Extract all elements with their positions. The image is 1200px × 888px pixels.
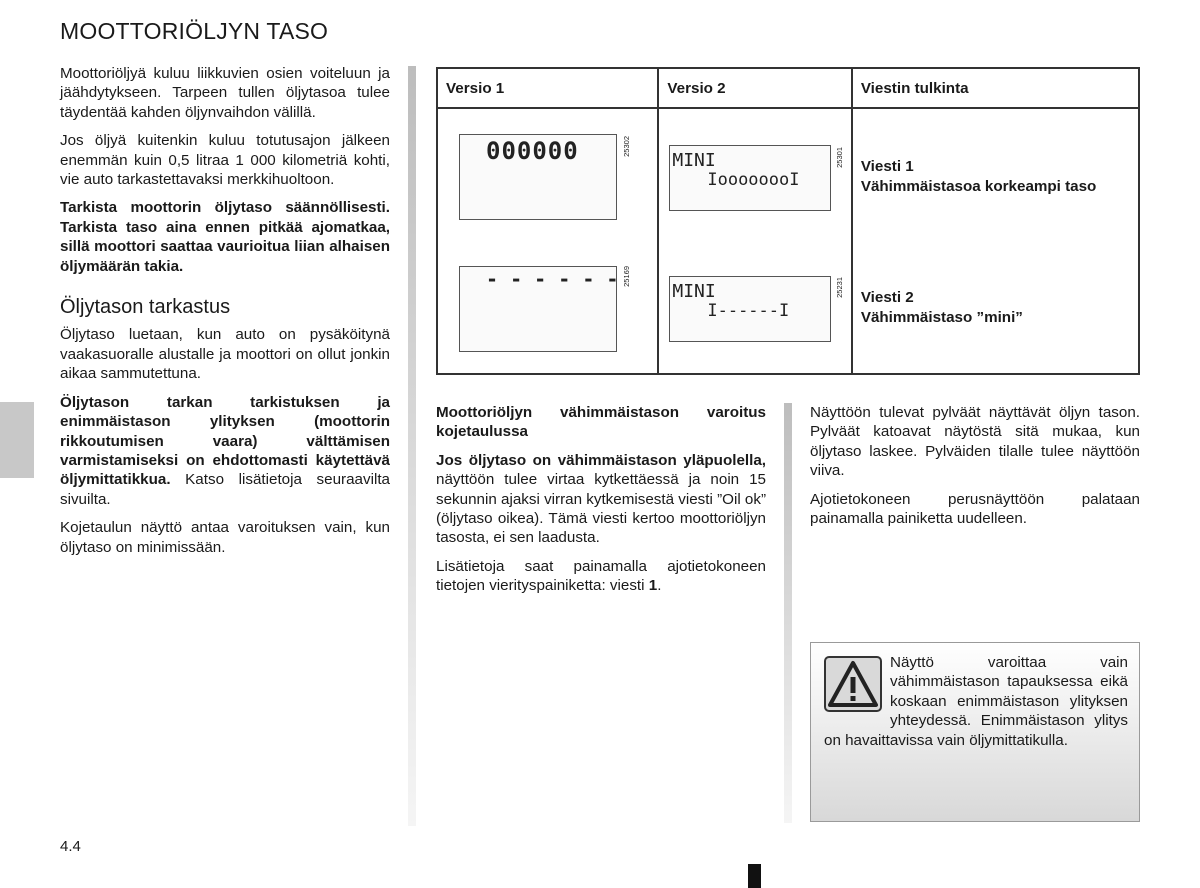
display-v2-line-2: IoooooooI: [707, 170, 800, 190]
left-divider: [408, 66, 416, 826]
display-v2-message-2: [669, 276, 831, 342]
oil-ok-bold-text: Jos öljytaso on vähimmäistason yläpuolella,: [436, 451, 766, 469]
message-number: 1: [648, 577, 658, 595]
display-v2-line-1: MINI: [672, 281, 716, 302]
oil-ok-rest-text: näyttöön tulee virtaa kytkettäessä ja noin 15 sekunnin ajaksi virran kytkemisestä viesti ”Oil ok” (öljytaso oikea). Tämä viesti kertoo moottoriöljyn tasosta, ei sen laadusta.: [436, 471, 767, 547]
page-title: MOOTTORIÖLJYN TASO: [60, 18, 329, 44]
right-column: [810, 403, 1140, 537]
check-regularly-paragraph: Tarkista moottorin öljytaso säännöllisesti. Tarkista taso aina ennen pitkää ajomatkaa, sillä moottori saattaa vaurioitua liian alhaisen öljymäärän takia.: [60, 199, 390, 275]
version-2-cell: [658, 108, 851, 374]
middle-column: [436, 403, 766, 605]
warning-box: [810, 642, 1140, 822]
message-1-title: Viesti 1: [860, 158, 914, 175]
consumption-paragraph: Jos öljyä kuitenkin kuluu totutusajon jälkeen enemmän kuin 0,5 litraa 1 000 kilometriä kohti, vie auto tarkastettavaksi merkkihuoltoon.: [60, 132, 390, 189]
warning-text: Näyttö varoittaa vain vähimmäistason tapauksessa eikä koskaan enimmäistason ylityksen yhteydessä. Enimmäistason ylitys on havaittavissa vain öljymittatikulla.: [824, 654, 1128, 749]
version-1-cell: [437, 108, 658, 374]
warning-triangle-graphic: [826, 658, 880, 710]
sentence-end: .: [657, 577, 662, 595]
image-code: 25301: [835, 147, 845, 168]
reading-paragraph: Öljytaso luetaan, kun auto on pysäköitynä vaakasuoralle alustalle ja moottori on ollut jonkin aikaa sammutettuna.: [60, 326, 390, 383]
intro-paragraph: Moottoriöljyä kuluu liikkuvien osien voiteluun ja jäähdytykseen. Tarpeen tullen öljytasoa tulee täydentää kahden öljynvaihdon välillä.: [60, 65, 390, 121]
display-v2-message-1: [669, 145, 831, 211]
message-1-block: [861, 157, 1097, 197]
header-version-1: Versio 1: [437, 68, 658, 108]
display-v2-line-2: I------I: [707, 301, 790, 321]
message-1-text: Vähimmäistasoa korkeampi taso: [860, 178, 1097, 195]
section-heading: Öljytason tarkastus: [60, 296, 231, 319]
image-code: 25169: [622, 266, 631, 287]
header-version-2: Versio 2: [658, 68, 851, 108]
interpretation-cell: [852, 108, 1139, 374]
message-2-text: Vähimmäistaso ”mini”: [860, 309, 1023, 326]
warning-triangle-icon: [824, 656, 882, 712]
return-paragraph: Ajotietokoneen perusnäyttöön palataan painamalla painiketta uudelleen.: [810, 490, 1140, 528]
message-table: [436, 67, 1140, 375]
message-2-block: [861, 288, 1023, 328]
scroll-button-text: Lisätietoja saat painamalla ajotietokoneen tietojen vierityspainiketta: viesti: [436, 557, 766, 595]
oil-ok-paragraph: [436, 451, 766, 548]
chapter-tab: [0, 402, 34, 478]
page-number: 4.4: [60, 838, 81, 855]
header-interpretation: Viestin tulkinta: [852, 68, 1139, 108]
dashboard-paragraph: Kojetaulun näyttö antaa varoituksen vain, kun öljytaso on minimissään.: [60, 519, 390, 556]
middle-divider: [784, 403, 792, 823]
image-code: 25302: [622, 136, 631, 157]
left-column: [60, 64, 390, 566]
print-mark: [748, 864, 761, 888]
image-code: 25231: [835, 277, 845, 298]
display-v1-message-1: [459, 134, 617, 220]
warning-section-heading: Moottoriöljyn vähimmäistason varoitus kojetaulussa: [436, 404, 766, 441]
display-v2-line-1: MINI: [672, 150, 716, 171]
message-2-title: Viesti 2: [860, 289, 914, 306]
dipstick-bold-text: Öljytason tarkan tarkistuksen ja enimmäistason ylityksen (moottorin rikkoutumisen vaara) välttämisen varmistamiseksi on ehdottomasti käytettävä öljymittatikkua.: [60, 393, 390, 489]
display-v1-value: - - - - - -: [486, 267, 619, 291]
display-v1-value: 000000: [486, 137, 579, 165]
bars-paragraph: Näyttöön tulevat pylväät näyttävät öljyn tason. Pylväät katoavat näytöstä sitä mukaa, kun öljytaso laskee. Pylväiden tilalle tulee näyttöön viiva.: [810, 404, 1140, 480]
dipstick-paragraph: [60, 393, 390, 509]
dipstick-rest-text: Katso lisätietoja seuraavilta sivuilta.: [60, 471, 390, 508]
scroll-button-paragraph: [436, 557, 766, 596]
display-v1-message-2: [459, 266, 617, 352]
